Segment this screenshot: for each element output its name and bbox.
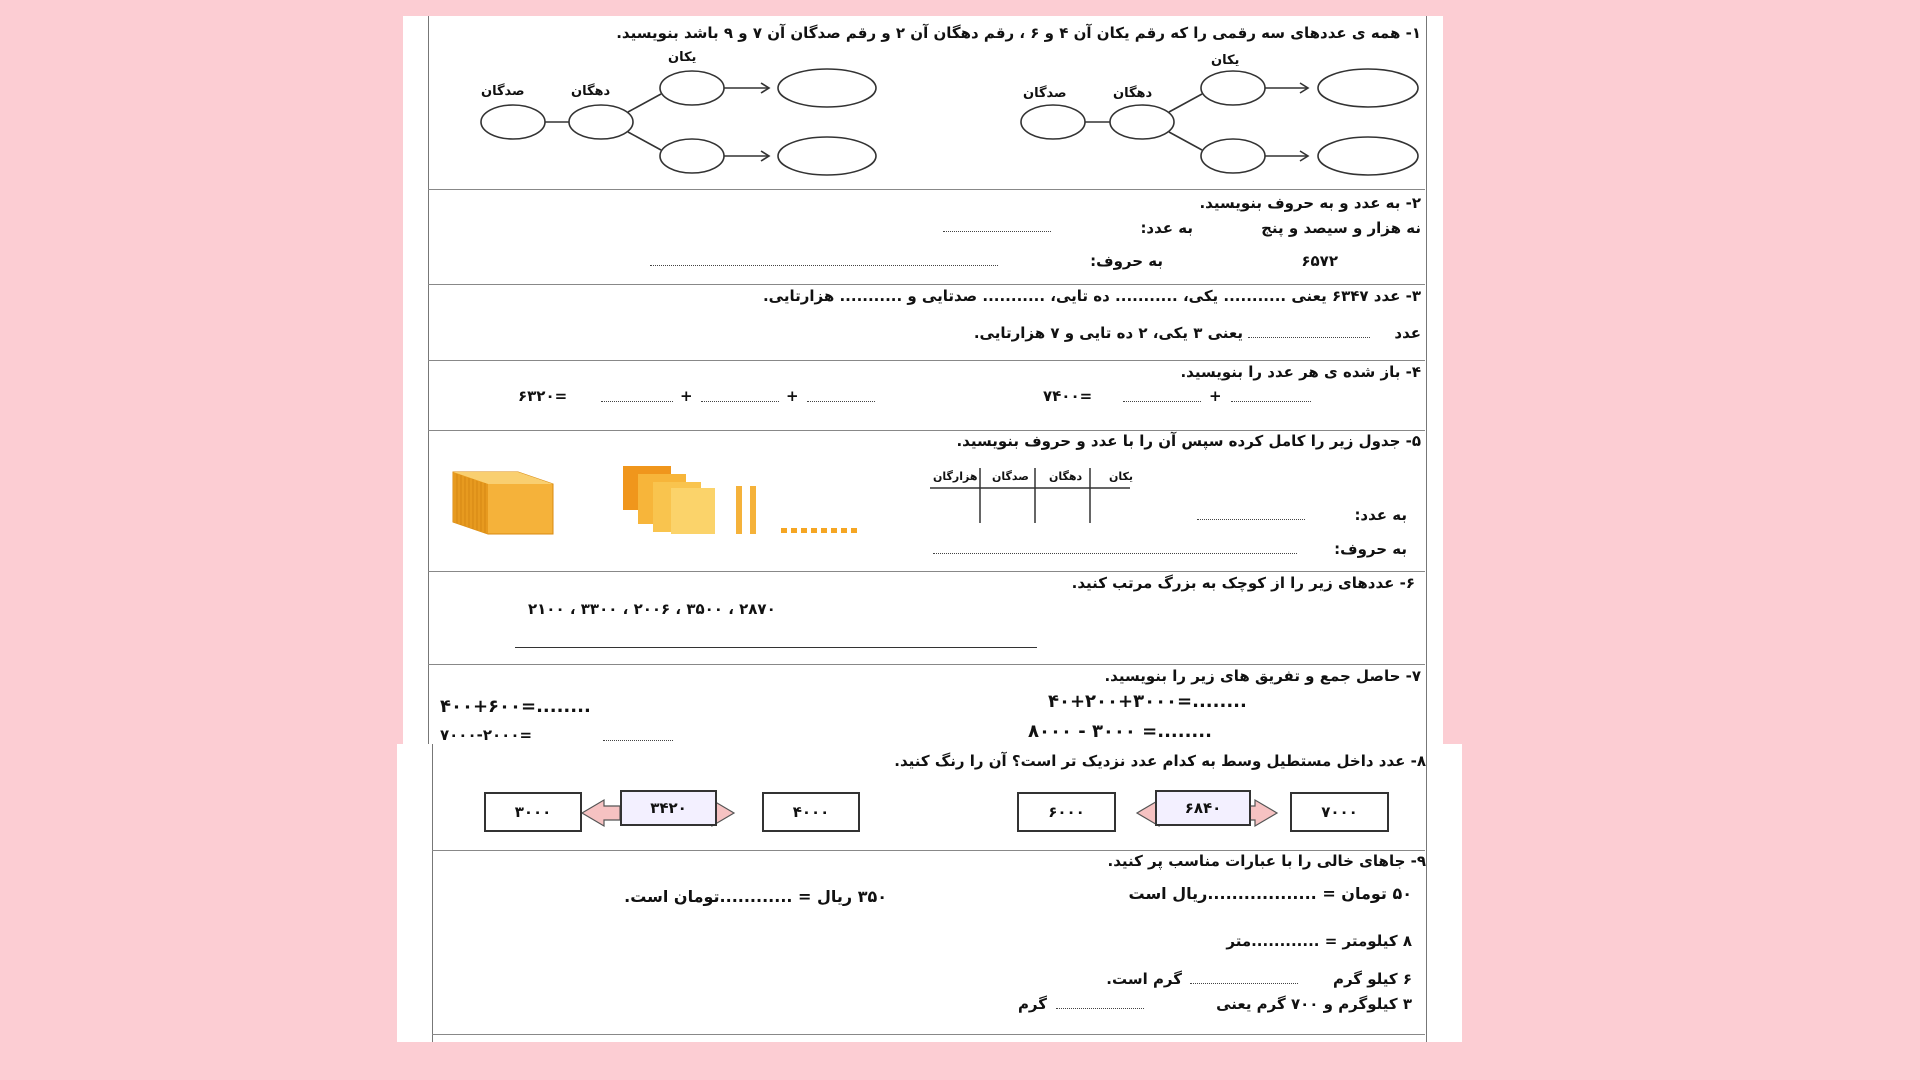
q1-ones-label-right: یکان <box>1211 53 1240 68</box>
q5-words-answer-line[interactable] <box>933 553 1297 554</box>
q4-left-blank-2[interactable] <box>701 401 779 402</box>
q4-left-blank-1[interactable] <box>601 401 673 402</box>
q9-e-blank[interactable] <box>1056 1008 1144 1009</box>
q9-d-a: ۶ کیلو گرم <box>1332 970 1412 988</box>
divider <box>428 360 1425 361</box>
q2-item2-number: ۶۵۷۲ <box>1301 252 1338 270</box>
q2-number-answer-line[interactable] <box>943 231 1051 232</box>
q5-base-ten-blocks <box>443 464 913 544</box>
q8-left-low-value: ۳۰۰۰ <box>514 803 552 821</box>
divider <box>428 664 1425 665</box>
q9-d-b: گرم است. <box>1106 970 1182 988</box>
q2-text: ۲- به عدد و به حروف بنویسید. <box>1199 194 1421 212</box>
q9-b: ۳۵۰ ریال = ............تومان است. <box>624 887 887 906</box>
q3-line1: ۳- عدد ۶۳۴۷ یعنی ........... یکی، ........... ده تایی، ........... صدتایی و ........... هزارتایی. <box>762 287 1421 305</box>
q8-right-box-middle[interactable] <box>1155 790 1251 826</box>
q5-header-tens: دهگان <box>1049 470 1083 483</box>
q4-left-plus-2: + <box>786 387 799 405</box>
q1-tens-label-right: دهگان <box>1113 86 1153 101</box>
q9-a: ۵۰ تومان = ..................ریال است <box>1128 884 1412 903</box>
q5-header-thousands: هزارگان <box>933 470 978 483</box>
q9-text: ۹- جاهای خالی را با عبارات مناسب پر کنید. <box>1107 852 1426 870</box>
q6-numbers: ۲۸۷۰ ، ۳۵۰۰ ، ۲۰۰۶ ، ۳۳۰۰ ، ۲۱۰۰ <box>528 600 776 618</box>
q3-line2-b: یعنی ۳ یکی، ۲ ده تایی و ۷ هزارتایی. <box>973 324 1243 342</box>
q1-tens-label-left: دهگان <box>571 84 611 99</box>
q9-e-b: گرم <box>1017 995 1047 1013</box>
q8-left-box-high <box>762 792 860 832</box>
q8-right-middle-value: ۶۸۴۰ <box>1184 799 1222 817</box>
q8-text: ۸- عدد داخل مستطیل وسط به کدام عدد نزدیک تر است؟ آن را رنگ کنید. <box>894 752 1426 770</box>
q9-e-a: ۳ کیلوگرم و ۷۰۰ گرم یعنی <box>1216 995 1412 1013</box>
q1-tree-diagram <box>403 16 1443 176</box>
q7-expr3: ۸۰۰۰ - ۳۰۰۰ =........ <box>1028 721 1212 742</box>
q4-right-plus: + <box>1209 387 1222 405</box>
q4-text: ۴- باز شده ی هر عدد را بنویسید. <box>1180 363 1421 381</box>
q8-right-box-high <box>1290 792 1389 832</box>
divider <box>428 284 1425 285</box>
worksheet-upper <box>403 16 1443 744</box>
worksheet-lower <box>397 744 1462 1042</box>
q4-right-blank-1[interactable] <box>1123 401 1201 402</box>
q9-c: ۸ کیلومتر = ............متر <box>1226 932 1412 950</box>
q6-text: ۶- عددهای زیر را از کوچک به بزرگ مرتب کنید. <box>1071 574 1415 592</box>
q9-d-blank[interactable] <box>1190 983 1298 984</box>
q8-right-box-low <box>1017 792 1116 832</box>
q5-label-words: به حروف: <box>1334 540 1407 558</box>
divider <box>428 430 1425 431</box>
q7-expr4: ۷۰۰۰-۲۰۰۰= <box>440 726 533 744</box>
q4-right-blank-2[interactable] <box>1231 401 1311 402</box>
q2-item2-label: به حروف: <box>1090 252 1163 270</box>
divider <box>432 850 1425 851</box>
q3-line2-a: عدد <box>1394 324 1421 342</box>
divider <box>428 189 1425 190</box>
q2-item1-label: به عدد: <box>1140 219 1193 237</box>
q8-left-box-low <box>484 792 582 832</box>
q8-left-middle-value: ۳۴۲۰ <box>650 799 687 817</box>
q5-text: ۵- جدول زیر را کامل کرده سپس آن را با عدد و حروف بنویسید. <box>956 432 1421 450</box>
q5-label-number: به عدد: <box>1354 506 1407 524</box>
q1-hundreds-label-left: صدگان <box>481 84 525 99</box>
q7-expr1: ۴۰+۲۰۰+۳۰۰۰=........ <box>1048 691 1247 712</box>
q4-left-expr: ۶۳۲۰= <box>518 387 568 405</box>
q5-number-answer-line[interactable] <box>1197 519 1305 520</box>
q7-expr2: ۴۰۰+۶۰۰=........ <box>440 696 591 717</box>
q8-left-box-middle[interactable] <box>620 790 717 826</box>
q6-answer-line[interactable] <box>515 647 1037 648</box>
q2-item1-words: نه هزار و سیصد و پنج <box>1261 219 1421 237</box>
q1-text: ۱- همه ی عددهای سه رقمی را که رقم یکان آن ۴ و ۶ ، رقم دهگان آن ۲ و رقم صدگان آن ۷ و ۹ باشد بنویسید. <box>616 24 1421 42</box>
q4-left-plus-1: + <box>680 387 693 405</box>
divider <box>428 571 1425 572</box>
divider <box>432 1034 1425 1035</box>
q8-right-low-value: ۶۰۰۰ <box>1048 803 1085 821</box>
q1-ones-label-left: یکان <box>668 50 697 65</box>
q5-header-ones: یکان <box>1109 470 1134 483</box>
q4-right-expr: ۷۴۰۰= <box>1043 387 1093 405</box>
q5-header-hundreds: صدگان <box>992 470 1029 483</box>
q7-expr4-blank[interactable] <box>603 740 673 741</box>
q4-left-blank-3[interactable] <box>807 401 875 402</box>
q8-left-high-value: ۴۰۰۰ <box>792 803 830 821</box>
q1-hundreds-label-right: صدگان <box>1023 86 1067 101</box>
q8-right-high-value: ۷۰۰۰ <box>1321 803 1358 821</box>
q7-text: ۷- حاصل جمع و تفریق های زیر را بنویسید. <box>1104 667 1421 685</box>
q2-words-answer-line[interactable] <box>650 265 998 266</box>
q3-number-answer-line[interactable] <box>1248 337 1370 338</box>
